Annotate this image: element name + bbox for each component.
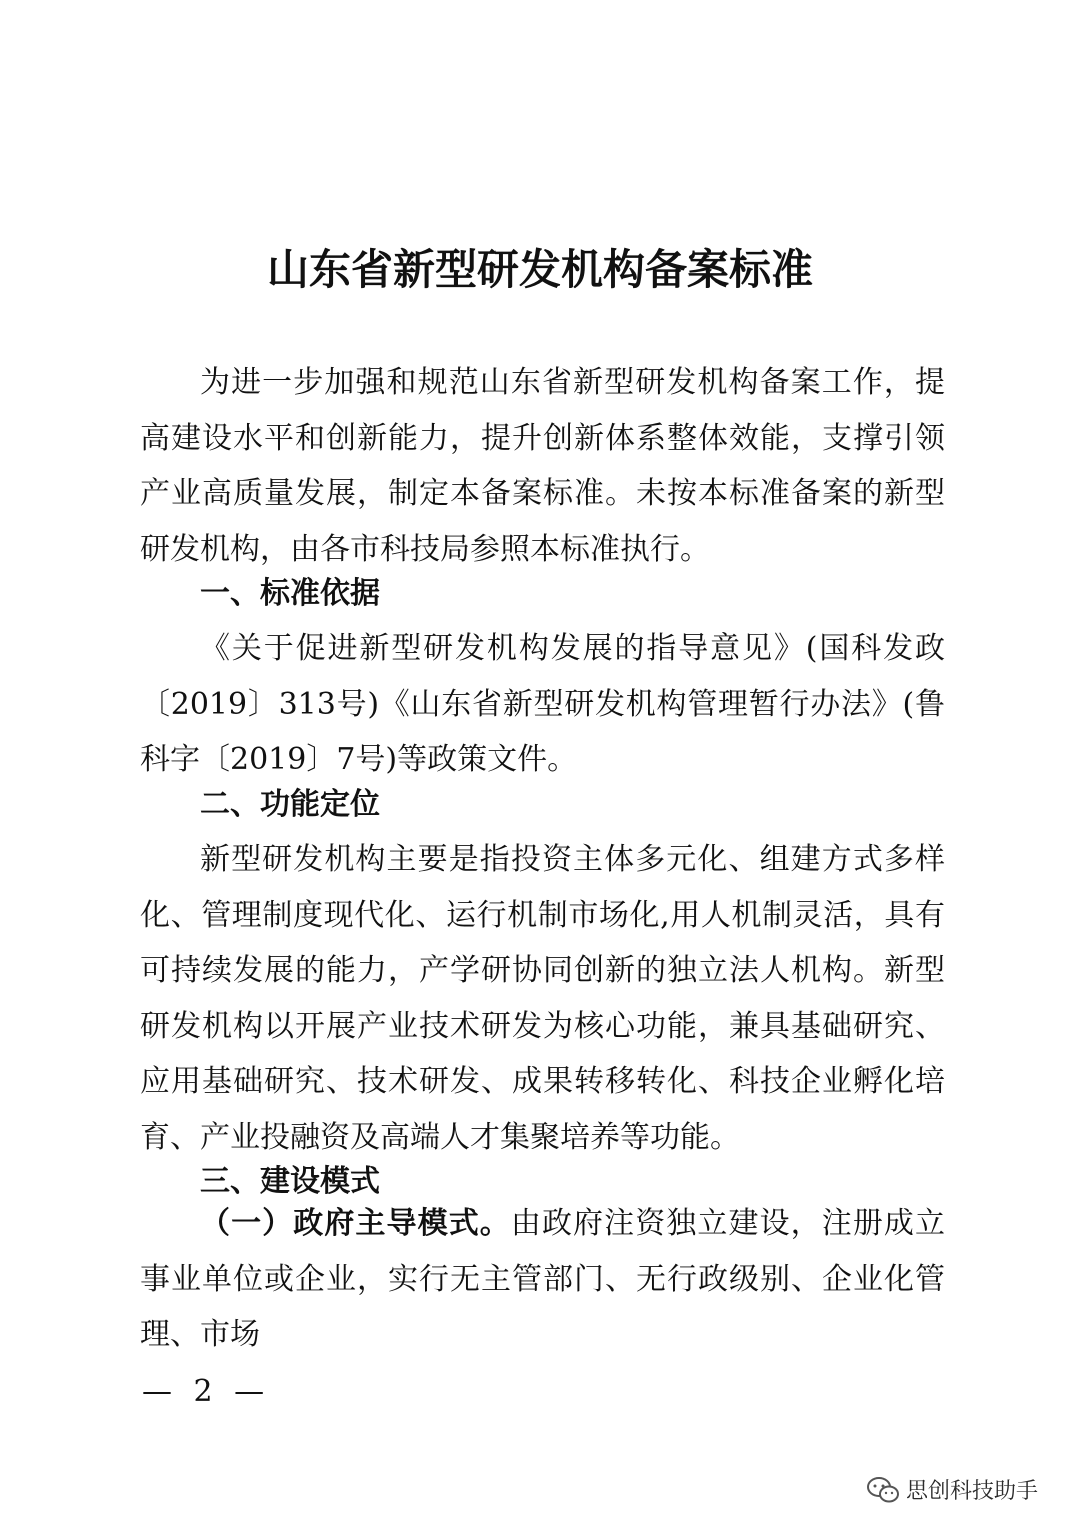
watermark (862, 1472, 1042, 1507)
section-heading-positioning: 二、功能定位 (200, 787, 380, 822)
sub-heading-government-led: （一）政府主导模式。 (200, 1206, 511, 1241)
intro-paragraph: 为进一步加强和规范山东省新型研发机构备案工作，提高建设水平和创新能力，提升创新体系整体效能，支撑引领产业高质量发展，制定本备案标准。未按本标准备案的新型研发机构，由各市科技局参照本标准执行。 (140, 365, 945, 567)
section-heading-model: 三、建设模式 (200, 1164, 380, 1199)
sub-body-government-led: 由政府注资独立建设，注册成立事业单位或企业，实行无主管部门、无行政级别、企业化管理、市场 (140, 1206, 946, 1352)
section-body-positioning: 新型研发机构主要是指投资主体多元化、组建方式多样化、管理制度现代化、运行机制市场化,用人机制灵活，具有可持续发展的能力，产学研协同创新的独立法人机构。新型研发机构以开展产业技术研发为核心功能，兼具基础研究、应用基础研究、技术研发、成果转移转化、科技企业孵化培育、产业投融资及高端人才集聚培养等功能。 (140, 842, 945, 1155)
page-title: 山东省新型研发机构备案标准 (266, 245, 813, 294)
watermark-text: 思创科技助手 (905, 1479, 1038, 1504)
wechat-icon (866, 1476, 900, 1504)
section-body-model (140, 1196, 945, 1363)
page-number: — 2 — (142, 1374, 271, 1409)
section-body-basis: 《关于促进新型研发机构发展的指导意见》(国科发政〔2019〕313号)《山东省新型研发机构管理暂行办法》(鲁科字〔2019〕7号)等政策文件。 (140, 631, 945, 777)
section-heading-basis: 一、标准依据 (200, 576, 380, 611)
